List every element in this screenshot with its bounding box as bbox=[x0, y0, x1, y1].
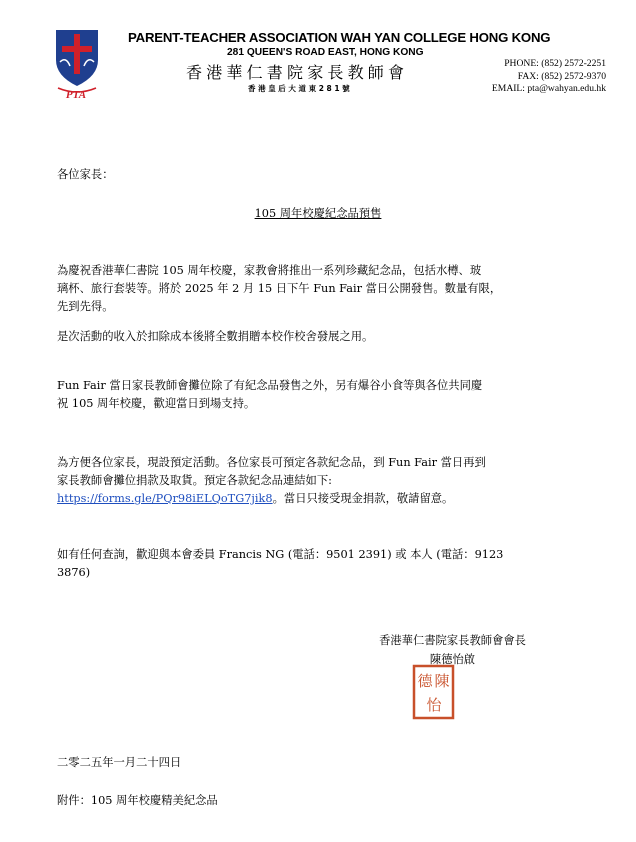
link-suffix-text: 。當日只接受現金捐款，敬請留意。 bbox=[272, 492, 454, 505]
paragraph-line: 3876) bbox=[57, 566, 91, 579]
signer-name: 陳德怡啟 bbox=[429, 653, 476, 666]
paragraph-announcement bbox=[57, 262, 587, 316]
personal-seal-stamp bbox=[412, 664, 455, 720]
org-address-en: 281 QUEEN'S ROAD EAST, HONG KONG bbox=[227, 47, 424, 58]
paragraph-line: 璃杯、旅行套裝等。將於 2025 年 2 月 15 日下午 Fun Fair 當日公開發售。數量有限， bbox=[57, 282, 502, 295]
school-crest-logo bbox=[52, 26, 102, 100]
paragraph-line: 是次活動的收入於扣除成本後將全數捐贈本校作校舍發展之用。 bbox=[57, 330, 374, 343]
org-address-zh: 香港皇后大道東281號 bbox=[248, 84, 353, 93]
seal-lettering: 陳 bbox=[434, 672, 450, 690]
paragraph-line: 家長教師會攤位捐款及取貨。預定各款紀念品連結如下: bbox=[57, 474, 332, 487]
contact-block bbox=[492, 58, 606, 96]
letter-title: 105 周年校慶紀念品預售 bbox=[254, 207, 382, 220]
paragraph-preorder bbox=[57, 454, 587, 508]
paragraph-line: 為方便各位家長，現設預定活動。各位家長可預定各款紀念品，到 Fun Fair 當日再到 bbox=[57, 456, 486, 469]
phone-line: PHONE: (852) 2572-2251 bbox=[504, 58, 606, 69]
org-name-en: PARENT-TEACHER ASSOCIATION WAH YAN COLLEGE HONG KONG bbox=[128, 30, 551, 45]
fax-line: FAX: (852) 2572-9370 bbox=[517, 70, 606, 82]
svg-text:怡: 怡 bbox=[426, 696, 442, 714]
paragraph-proceeds bbox=[57, 328, 587, 346]
paragraph-line: Fun Fair 當日家長教師會攤位除了有紀念品發售之外，另有爆谷小食等與各位共同慶 bbox=[57, 379, 483, 392]
preorder-form-link[interactable]: https://forms.gle/PQr98iELQoTG7jik8 bbox=[57, 492, 273, 505]
attachment-note: 附件：105 周年校慶精美紀念品 bbox=[57, 794, 218, 807]
paragraph-line: 如有任何查詢，歡迎與本會委員 Francis NG (電話：9501 2391) 或 本人 (電話：9123 bbox=[57, 548, 504, 561]
paragraph-fun-fair bbox=[57, 377, 587, 413]
paragraph-line: 祝 105 周年校慶，歡迎當日到場支持。 bbox=[57, 397, 256, 410]
paragraph-enquiry bbox=[57, 546, 587, 582]
paragraph-line: 先到先得。 bbox=[57, 300, 114, 313]
paragraph-line-link bbox=[57, 490, 587, 508]
signer-title: 香港華仁書院家長教師會會長 bbox=[379, 634, 526, 647]
svg-text:德: 德 bbox=[417, 672, 433, 690]
logo-lettering: PTA bbox=[65, 89, 87, 100]
org-name-zh: 香港華仁書院家長教師會 bbox=[186, 63, 409, 82]
salutation: 各位家長： bbox=[57, 168, 114, 181]
paragraph-line: 為慶祝香港華仁書院 105 周年校慶，家教會將推出一系列珍藏紀念品，包括水樽、玻 bbox=[57, 264, 482, 277]
email-line: EMAIL: pta@wahyan.edu.hk bbox=[491, 83, 606, 94]
letter-date: 二零二五年一月二十四日 bbox=[57, 756, 182, 769]
